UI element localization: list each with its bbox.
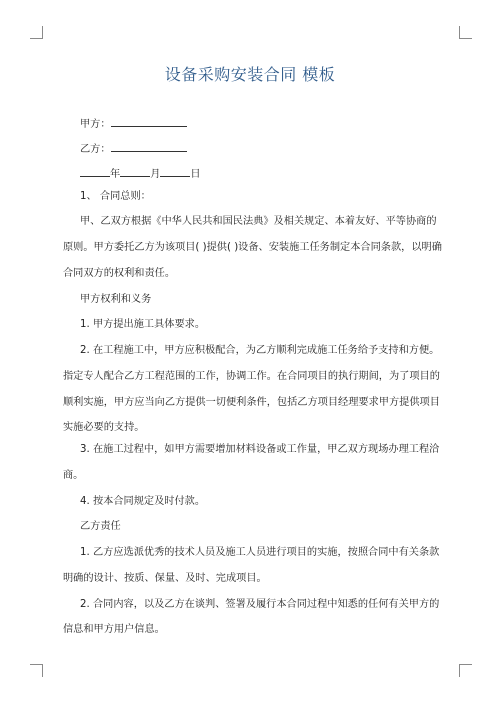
day-label: 日 — [190, 169, 201, 180]
party-a-label: 甲方： — [80, 119, 111, 130]
party-a-blank — [111, 116, 187, 127]
a-item-2-line: 2. 在工程施工中，甲方应积极配合，为乙方顺利完成施工任务给予支持和方便。 — [80, 345, 440, 356]
a-item-3-line: 商。 — [63, 470, 84, 481]
crop-mark-bottom-left — [30, 664, 43, 677]
a-item-1: 1. 甲方提出施工具体要求。 — [80, 319, 206, 330]
crop-mark-top-left — [30, 26, 43, 39]
a-item-4: 4. 按本合同规定及时付款。 — [80, 496, 206, 507]
month-label: 月 — [150, 169, 161, 180]
a-item-3-line: 3. 在施工过程中，如甲方需要增加材料设备或工作量，甲乙双方现场办理工程洽 — [80, 444, 440, 455]
year-blank — [80, 166, 110, 177]
party-b-blank — [111, 141, 187, 152]
intro-line: 合同双方的权利和责任。 — [63, 268, 176, 279]
crop-mark-bottom-right — [459, 664, 472, 677]
party-b-line — [80, 141, 187, 157]
year-label: 年 — [110, 169, 121, 180]
party-b-label: 乙方： — [80, 144, 111, 155]
a-item-2-line: 实施必要的支持。 — [63, 422, 145, 433]
b-item-2-line: 2. 合同内容，以及乙方在谈判、签署及履行本合同过程中知悉的任何有关甲方的 — [80, 599, 440, 610]
b-item-1-line: 1. 乙方应选派优秀的技术人员及施工人员进行项目的实施，按照合同中有关条款 — [80, 547, 440, 558]
party-a-line — [80, 116, 187, 132]
b-item-1-line: 明确的设计、按质、保量、及时、完成项目。 — [63, 573, 267, 584]
month-blank — [120, 166, 150, 177]
crop-mark-top-right — [459, 26, 472, 39]
day-blank — [160, 166, 190, 177]
a-item-2-line: 顺利实施，甲方应当向乙方提供一切便利条件，包括乙方项目经理要求甲方提供项目 — [63, 397, 440, 408]
intro-line: 原则。甲方委托乙方为该项目( )提供( )设备、安装施工任务制定本合同条款，以明确 — [63, 242, 442, 253]
party-a-heading: 甲方权利和义务 — [80, 294, 152, 305]
intro-line: 甲、乙双方根据《中华人民共和国民法典》及相关规定、本着友好、平等协商的 — [80, 216, 437, 227]
party-b-heading: 乙方责任 — [80, 521, 121, 532]
date-line — [80, 166, 201, 182]
document-title: 设备采购安装合同 模板 — [164, 65, 336, 84]
section1-heading: 1、 合同总则： — [80, 191, 151, 202]
b-item-2-line: 信息和甲方用户信息。 — [63, 624, 165, 635]
a-item-2-line: 指定专人配合乙方工程范围的工作，协调工作。在合同项目的执行期间，为了项目的 — [63, 371, 440, 382]
